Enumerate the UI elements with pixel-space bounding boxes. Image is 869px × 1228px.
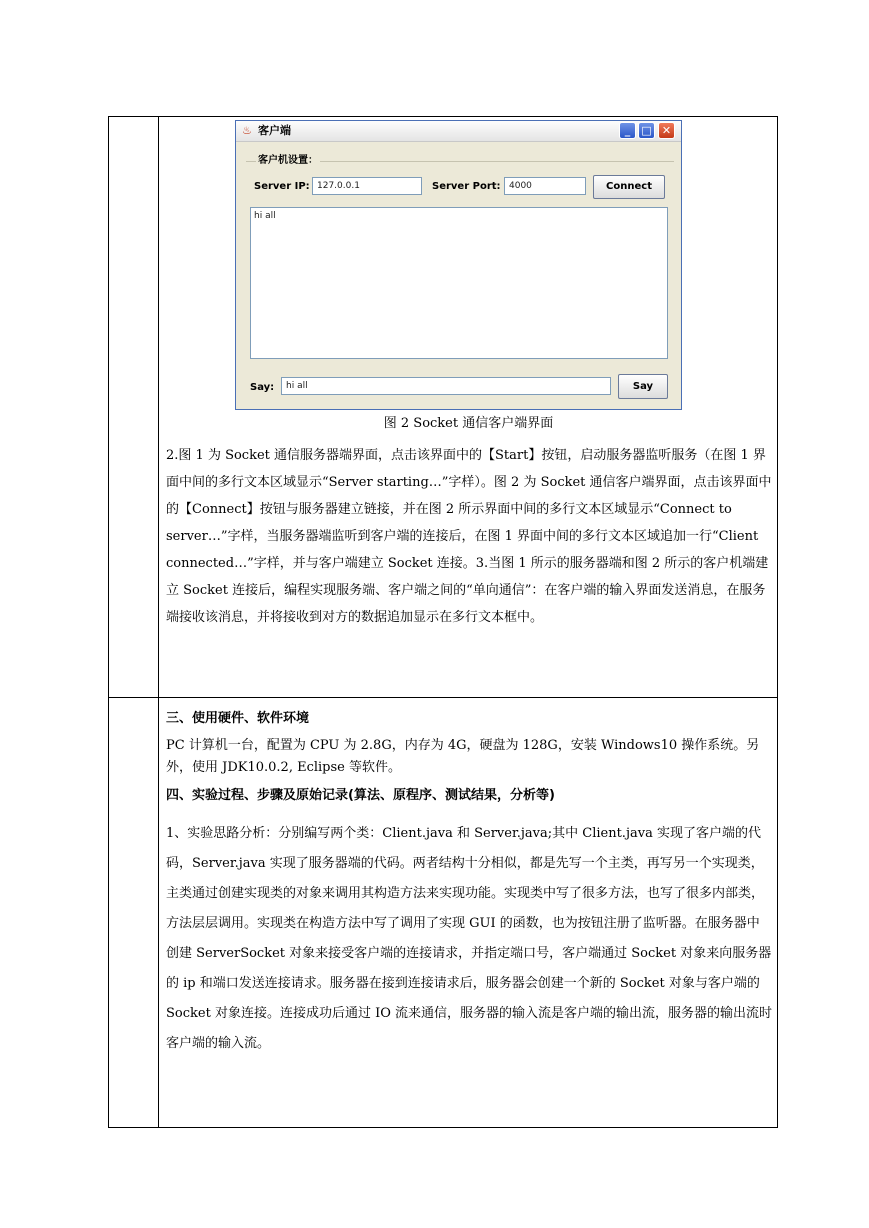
connect-button[interactable]: Connect <box>593 175 665 199</box>
client-window-screenshot <box>235 120 682 410</box>
server-port-input[interactable]: 4000 <box>504 177 586 195</box>
server-port-label: Server Port: <box>432 181 501 192</box>
message-textarea[interactable]: hi all <box>250 207 668 359</box>
server-ip-input[interactable]: 127.0.0.1 <box>312 177 422 195</box>
table-column-divider <box>158 116 159 1128</box>
figure-caption: 图 2 Socket 通信客户端界面 <box>383 416 554 431</box>
server-ip-label: Server IP: <box>254 181 310 192</box>
section-heading-environment: 三、使用硬件、软件环境 <box>166 711 310 726</box>
minimize-button[interactable]: _ <box>619 122 636 139</box>
section-2-text2: 1、实验思路分析：分别编写两个类：Client.java 和 Server.java;其中 Client.java 实现了客户端的代码，Server.java 实现了服务器端的代码。两者结构十分相似，都是先写一个主类，再写另一个实现类，主类通过创建实现类的对象来调用其构造方法来实现功能。实现类中写了很多方法，也写了很多内部类，方法层层调用。实现类在构造方法中写了调用了实现 GUI 的函数，也为按钮注册了监听器。在服务器中创建 ServerSocket 对象来接受客户端的连接请求，并指定端口号，客户端通过 Socket 对象来向服务器的 ip 和端口发送连接请求。服务器在接到连接请求后，服务器会创建一个新的 Socket 对象与客户端的 Socket 对象连接。连接成功后通过 IO 流来通信，服务器的输入流是客户端的输出流，服务器的输出流时客户端的输入流。 <box>166 826 772 1051</box>
section-2-text: PC 计算机一台，配置为 CPU 为 2.8G，内存为 4G，硬盘为 128G，安装 Windows10 操作系统。另外，使用 JDK10.0.2, Eclipse 等软件。 <box>166 738 760 775</box>
say-input[interactable]: hi all <box>281 377 611 395</box>
section-1-text: 2.图 1 为 Socket 通信服务器端界面，点击该界面中的【Start】按钮，启动服务器监听服务（在图 1 界面中间的多行文本区域显示“Server starting…”字样）。图 2 为 Socket 通信客户端界面，点击该界面中的【Connect】按钮与服务器建立链接，并在图 2 所示界面中间的多行文本区域显示“Connect to server…”字样，当服务器端监听到客户端的连接后，在图 1 界面中间的多行文本区域追加一行“Client connected…”字样，并与客户端建立 Socket 连接。3.当图 1 所示的服务器端和图 2 所示的客户机端建立 Socket 连接后，编程实现服务端、客户端之间的“单向通信”：在客户端的输入界面发送消息，在服务端接收该消息，并将接收到对方的数据追加显示在多行文本框中。 <box>166 448 772 625</box>
say-button[interactable]: Say <box>618 374 668 399</box>
close-button[interactable]: ✕ <box>658 122 675 139</box>
say-label: Say: <box>250 382 275 393</box>
maximize-button[interactable]: □ <box>638 122 655 139</box>
section-heading-process: 四、实验过程、步骤及原始记录(算法、原程序、测试结果，分析等) <box>166 788 555 803</box>
group-label: 客户机设置： <box>258 155 318 166</box>
window-title: 客户端 <box>258 124 291 137</box>
table-row-divider <box>108 697 778 698</box>
java-icon: ♨ <box>242 124 252 137</box>
window-titlebar <box>236 121 681 142</box>
